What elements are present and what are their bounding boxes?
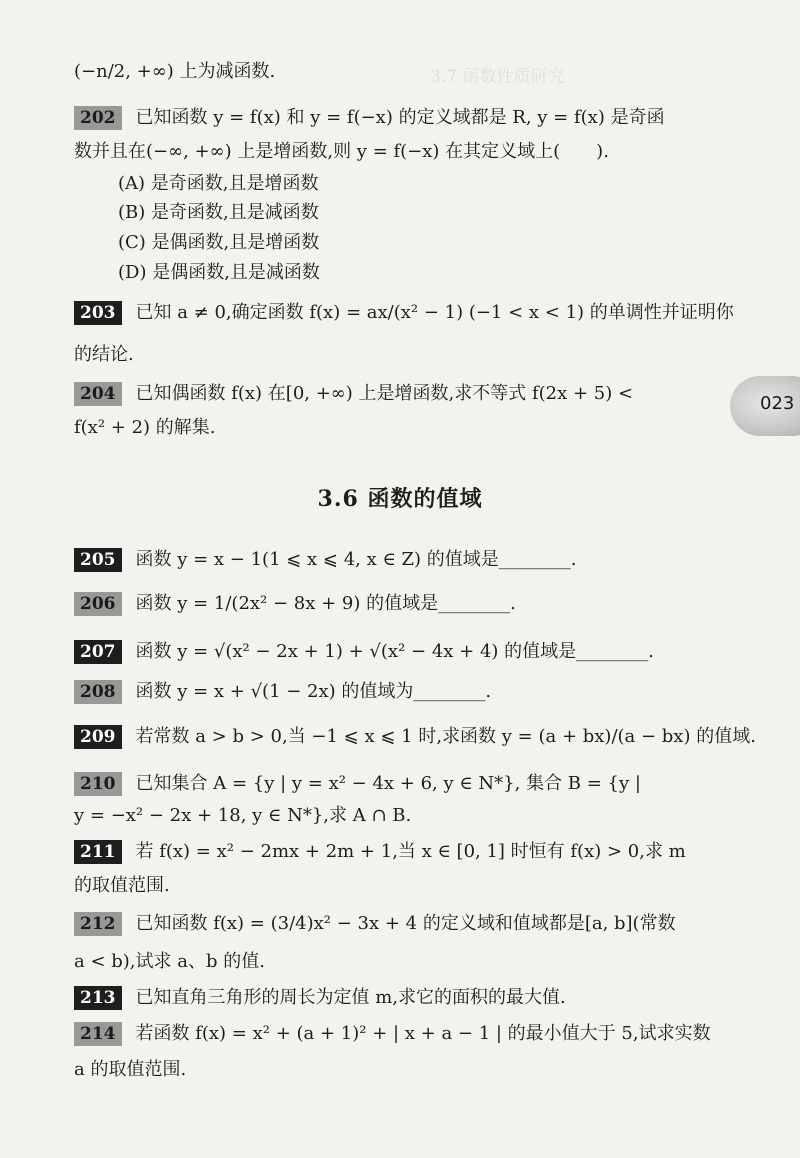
option-c: (C) 是偶函数,且是增函数 xyxy=(118,232,320,253)
question-text: 已知集合 A = {y | y = x² − 4x + 6, y ∈ N*}, 集合 B = {y | xyxy=(135,773,641,794)
bleed-through-text: 3.7 函数性质研究 xyxy=(430,67,565,87)
question-text: 已知偶函数 f(x) 在[0, +∞) 上是增函数,求不等式 f(2x + 5) < xyxy=(135,383,634,404)
question-number: 205 xyxy=(74,548,122,572)
question-number: 210 xyxy=(74,772,122,796)
question-number: 206 xyxy=(74,592,122,616)
question-202 xyxy=(74,104,714,132)
question-202-cont: 数并且在(−∞, +∞) 上是增函数,则 y = f(−x) 在其定义域上( ). xyxy=(74,141,609,162)
section-title: 3.6 函数的值域 xyxy=(317,486,483,512)
question-214-cont: a 的取值范围. xyxy=(74,1059,187,1080)
option-b: (B) 是奇函数,且是减函数 xyxy=(118,202,319,223)
question-text: 函数 y = 1/(2x² − 8x + 9) 的值域是________. xyxy=(135,593,516,614)
question-203-cont: 的结论. xyxy=(74,344,134,365)
question-text: 函数 y = √(x² − 2x + 1) + √(x² − 4x + 4) 的值域是________. xyxy=(135,641,654,662)
question-number: 213 xyxy=(74,986,122,1010)
question-211-cont: 的取值范围. xyxy=(74,875,170,896)
question-212 xyxy=(74,910,714,938)
question-text: 函数 y = x − 1(1 ⩽ x ⩽ 4, x ∈ Z) 的值域是________. xyxy=(135,549,577,570)
question-number: 202 xyxy=(74,106,122,130)
question-212-cont: a < b),试求 a、b 的值. xyxy=(74,951,265,972)
question-211 xyxy=(74,838,714,866)
question-number: 204 xyxy=(74,382,122,406)
question-204-cont: f(x² + 2) 的解集. xyxy=(74,417,216,438)
question-209 xyxy=(74,723,756,751)
question-204 xyxy=(74,380,714,408)
question-210 xyxy=(74,770,714,798)
question-213 xyxy=(74,984,714,1012)
question-number: 209 xyxy=(74,725,122,749)
option-d: (D) 是偶函数,且是减函数 xyxy=(118,262,320,283)
question-text: 若 f(x) = x² − 2mx + 2m + 1,当 x ∈ [0, 1] 时恒有 f(x) > 0,求 m xyxy=(135,841,686,862)
question-number: 211 xyxy=(74,840,122,864)
question-number: 212 xyxy=(74,912,122,936)
question-number: 208 xyxy=(74,680,122,704)
page-number: 023 xyxy=(760,393,795,414)
question-206 xyxy=(74,590,714,618)
question-214 xyxy=(74,1020,714,1048)
question-text: 函数 y = x + √(1 − 2x) 的值域为________. xyxy=(135,681,492,702)
question-text: 若函数 f(x) = x² + (a + 1)² + | x + a − 1 | 的最小值大于 5,试求实数 xyxy=(135,1023,711,1044)
question-number: 214 xyxy=(74,1022,122,1046)
question-text: 已知函数 f(x) = (3/4)x² − 3x + 4 的定义域和值域都是[a, b](常数 xyxy=(135,913,676,934)
continued-line: (−n/2, +∞) 上为减函数. xyxy=(74,61,276,82)
question-number: 207 xyxy=(74,640,122,664)
option-a: (A) 是奇函数,且是增函数 xyxy=(118,173,319,194)
question-text: 已知 a ≠ 0,确定函数 f(x) = ax/(x² − 1) (−1 < x < 1) 的单调性并证明你 xyxy=(135,302,734,323)
question-210-cont: y = −x² − 2x + 18, y ∈ N*},求 A ∩ B. xyxy=(74,805,412,826)
question-number: 203 xyxy=(74,301,122,325)
question-208 xyxy=(74,678,714,706)
question-text: 已知直角三角形的周长为定值 m,求它的面积的最大值. xyxy=(135,987,566,1008)
question-207 xyxy=(74,638,714,666)
question-text: 若常数 a > b > 0,当 −1 ⩽ x ⩽ 1 时,求函数 y = (a + bx)/(a − bx) 的值域. xyxy=(135,726,756,747)
question-205 xyxy=(74,546,714,574)
question-203 xyxy=(74,299,734,327)
question-text: 已知函数 y = f(x) 和 y = f(−x) 的定义域都是 R, y = f(x) 是奇函 xyxy=(135,107,665,128)
